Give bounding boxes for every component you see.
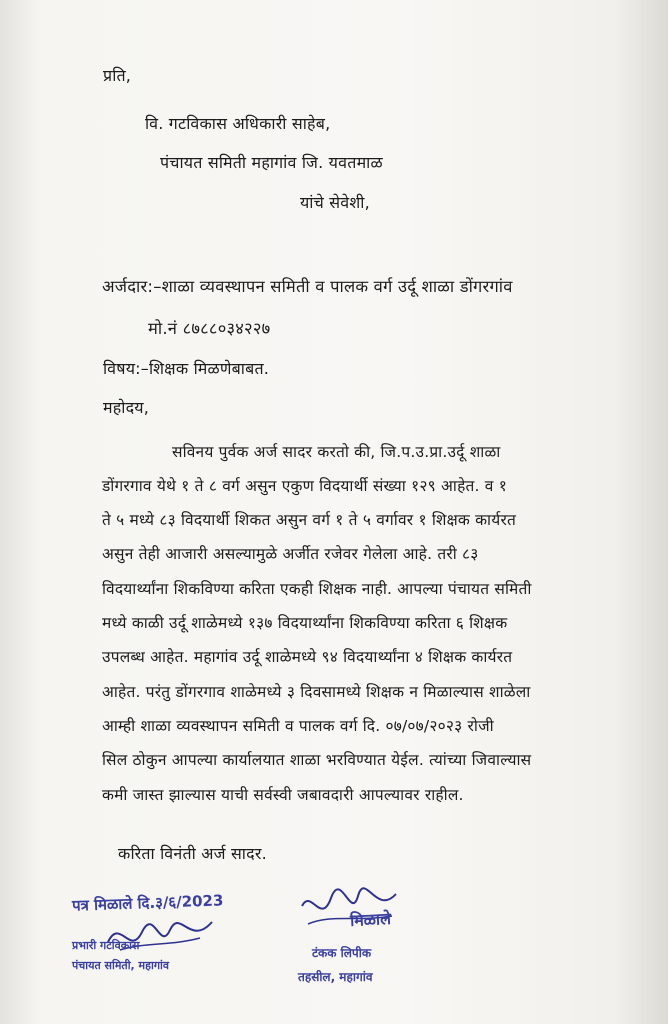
body-line-2: डोंगरगाव येथे १ ते ८ वर्ग असुन एकुण विदयार्थी संख्या १२९ आहेत. व १ — [102, 477, 508, 495]
recipient-line-2: पंचायत समिती महागांव जि. यवतमाळ — [160, 153, 383, 172]
received-stamp-date: पत्र मिळाले दि.३/६/2023 — [71, 891, 224, 915]
body-line-7: उपलब्ध आहेत. महागांव उर्दू शाळेमध्ये ९४ विदयार्थ्यांना ४ शिक्षक कार्यरत — [102, 648, 513, 666]
recipient-line-1: वि. गटविकास अधिकारी साहेब, — [145, 114, 331, 133]
body-line-3: ते ५ मध्ये ८३ विदयार्थी शिकत असुन वर्ग १ ते ५ वर्गावर १ शिक्षक कार्यरत — [102, 511, 517, 529]
body-line-5: विदयार्थ्यांना शिकविण्या करिता एकही शिक्षक नाही. आपल्या पंचायत समिती — [102, 580, 532, 598]
applicant-line: अर्जदार:–शाळा व्यवस्थापन समिती व पालक वर्ग उर्दू शाळा डोंगरगांव — [102, 277, 513, 296]
greeting: महोदय, — [103, 398, 150, 417]
mobile-number: मो.नं ८७८८०३४२२७ — [148, 319, 271, 338]
salutation-to: प्रति, — [103, 66, 132, 85]
closing-line: करिता विनंती अर्ज सादर. — [118, 844, 267, 863]
right-stamp-office-1: टंकक लिपीक — [312, 946, 372, 960]
received-stamp-office-2: पंचायत समिती, महागांव — [72, 959, 169, 972]
received-stamp-office-1: प्रभारी गटविकास — [72, 939, 140, 952]
right-stamp-office-2: तहसील, महागांव — [298, 970, 373, 984]
body-line-10: सिल ठोकुन आपल्या कार्यालयात शाळा भरविण्यात येईल. त्यांच्या जिवाल्यास — [102, 751, 532, 769]
body-line-4: असुन तेही आजारी असल्यामुळे अर्जीत रजेवर गेलेला आहे. तरी ८३ — [102, 545, 479, 563]
subject-line: विषय:–शिक्षक मिळणेबाबत. — [103, 359, 270, 378]
signature-left — [100, 912, 220, 962]
recipient-line-3: यांचे सेवेशी, — [300, 193, 370, 212]
body-line-8: आहेत. परंतु डोंगरगाव शाळेमध्ये ३ दिवसामध्ये शिक्षक न मिळाल्यास शाळेला — [102, 683, 531, 701]
body-line-11: कमी जास्त झाल्यास याची सर्वस्वी जबावदारी आपल्यावर राहील. — [102, 786, 464, 804]
body-line-9: आम्ही शाळा व्यवस्थापन समिती व पालक वर्ग दि. ०७/०७/२०२३ रोजी — [102, 717, 494, 735]
body-line-1: सविनय पुर्वक अर्ज सादर करतो की, जि.प.उ.प्रा.उर्दू शाळा — [172, 443, 501, 461]
right-stamp-mark: मिळाले — [349, 908, 392, 931]
body-line-6: मध्ये काळी उर्दू शाळेमध्ये १३७ विदयार्थ्यांना शिकविण्या करिता ६ शिक्षक — [102, 614, 508, 632]
